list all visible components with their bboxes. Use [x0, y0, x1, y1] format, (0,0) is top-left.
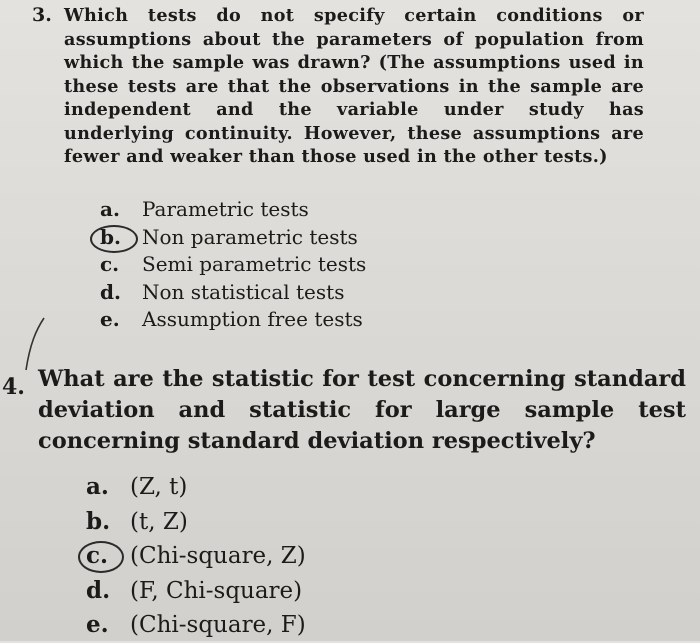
- option-letter: b.: [100, 224, 121, 249]
- option-text: Assumption free tests: [142, 307, 363, 331]
- question-3-number: 3.: [32, 4, 52, 26]
- option-4b[interactable]: [86, 505, 306, 540]
- option-letter: e.: [100, 307, 120, 331]
- option-letter: b.: [86, 507, 111, 535]
- question-4-options: [86, 470, 306, 643]
- question-4-text: What are the statistic for test concerning standard deviation and statistic for large sample test concerning standard deviation respectively?: [38, 366, 686, 454]
- option-letter: e.: [86, 611, 109, 638]
- option-letter: d.: [86, 576, 111, 604]
- option-letter: c.: [86, 542, 109, 569]
- option-text: Parametric tests: [142, 197, 309, 221]
- option-letter: d.: [100, 279, 121, 304]
- option-3b[interactable]: [100, 224, 366, 252]
- option-text: Non parametric tests: [142, 224, 358, 249]
- option-text: (Chi-square, Z): [130, 543, 306, 569]
- option-3a[interactable]: [100, 196, 366, 224]
- option-3d[interactable]: [100, 279, 366, 307]
- option-4d[interactable]: [86, 574, 306, 609]
- option-letter: c.: [100, 252, 120, 276]
- option-text: Semi parametric tests: [142, 252, 367, 276]
- option-text: Non statistical tests: [142, 279, 345, 304]
- option-letter: a.: [86, 473, 109, 500]
- option-text: (t, Z): [130, 508, 188, 535]
- option-letter: a.: [100, 197, 120, 221]
- option-4e[interactable]: [86, 608, 306, 643]
- question-4-number: 4.: [2, 374, 25, 400]
- option-3e[interactable]: [100, 306, 366, 334]
- option-text: (F, Chi-square): [130, 577, 303, 604]
- option-4c[interactable]: [86, 539, 306, 574]
- option-3c[interactable]: [100, 251, 366, 279]
- option-text: (Z, t): [130, 474, 188, 500]
- question-3-text: Which tests do not specify certain conditions or assumptions about the parameters of population from which the sample was drawn? (The assumptions used in these tests are that the observations in the sample are independent and the variable under study has underlying continuity. However, these assumptions are fewer and weaker than those used in the other tests.): [64, 5, 644, 167]
- option-4a[interactable]: [86, 470, 306, 505]
- question-3-options: [100, 196, 366, 334]
- option-text: (Chi-square, F): [130, 612, 306, 638]
